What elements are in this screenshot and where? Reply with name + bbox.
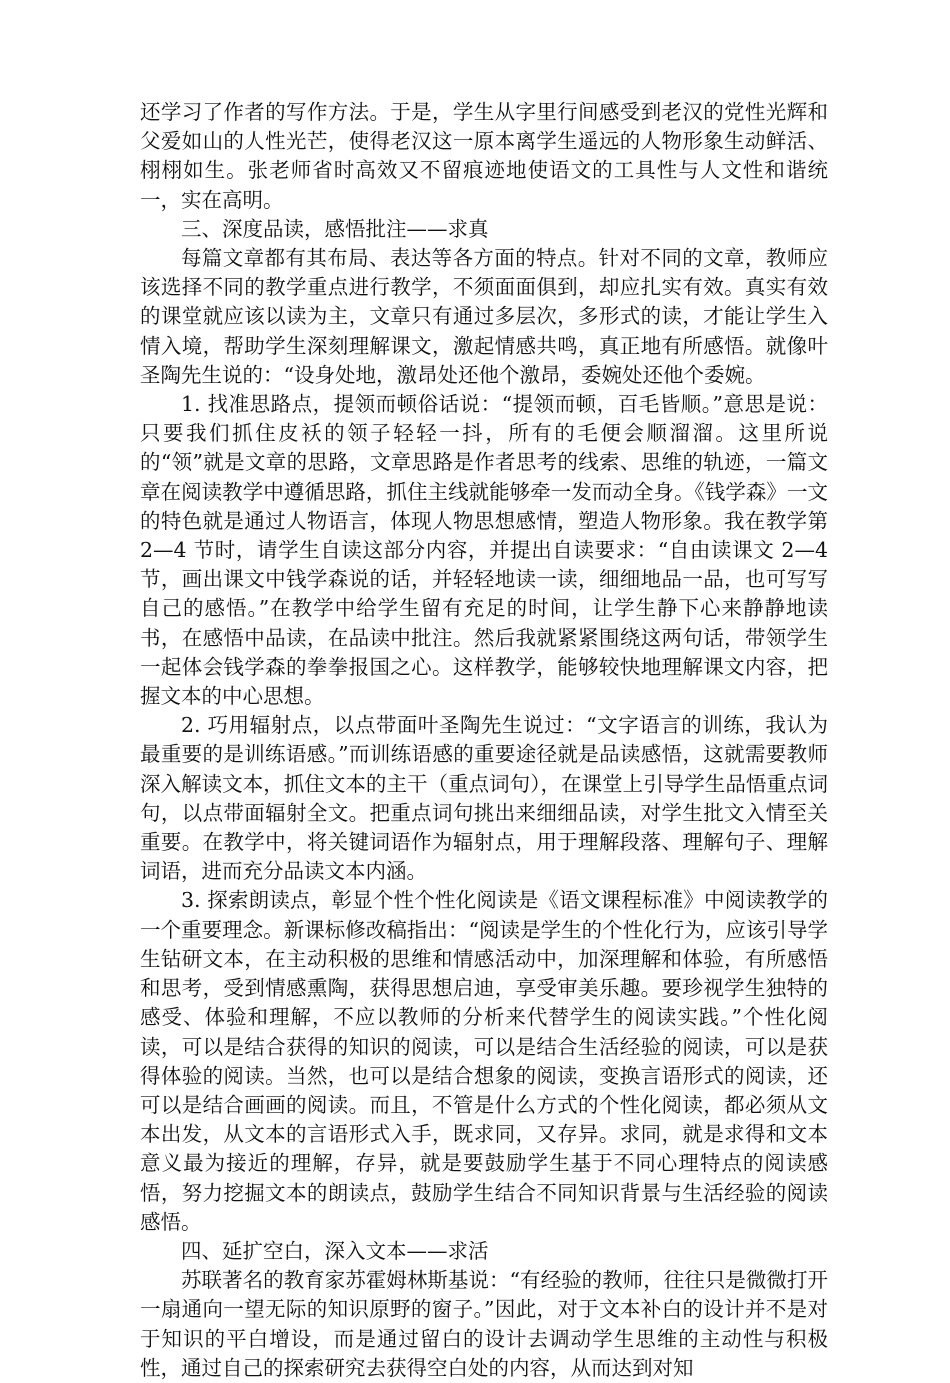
paragraph-body: 苏联著名的教育家苏霍姆林斯基说：“有经验的教师，往往只是微微打开一扇通向一望无际的知识原野的窗子。”因此，对于文本补白的设计并不是对于知识的平白增设，而是通过留白的设计去调动学生思维的主动性与积极性，通过自己的探索研究去获得空白处的内容，从而达到对知 (140, 1268, 828, 1380)
document-page (140, 98, 828, 1383)
paragraph-point-3: 3. 探索朗读点，彰显个性个性化阅读是《语文课程标准》中阅读教学的一个重要理念。新课标修改稿指出：“阅读是学生的个性化行为，应该引导学生钻研文本，在主动积极的思维和情感活动中，加深理解和体验，有所感悟和思考，受到情感熏陶，获得思想启迪，享受审美乐趣。要珍视学生独特的感受、体验和理解，不应以教师的分析来代替学生的阅读实践。”个性化阅读，可以是结合获得的知识的阅读，可以是结合生活经验的阅读，可以是获得体验的阅读。当然，也可以是结合想象的阅读，变换言语形式的阅读，还可以是结合画画的阅读。而且，不管是什么方式的个性化阅读，都必须从文本出发，从文本的言语形式入手，既求同，又存异。求同，就是求得和文本意义最为接近的理解，存异，就是要鼓励学生基于不同心理特点的阅读感悟，努力挖掘文本的朗读点，鼓励学生结合不同知识背景与生活经验的阅读感悟。 (140, 888, 828, 1234)
section-heading-4: 四、延扩空白，深入文本——求活 (181, 1238, 489, 1263)
section-heading-3: 三、深度品读，感悟批注——求真 (181, 216, 489, 241)
paragraph-continuation: 还学习了作者的写作方法。于是，学生从字里行间感受到老汉的党性光辉和父爱如山的人性光芒，使得老汉这一原本离学生遥远的人物形象生动鲜活、栩栩如生。张老师省时高效又不留痕迹地使语文的工具性与人文性和谐统一，实在高明。 (140, 100, 828, 212)
paragraph-body: 每篇文章都有其布局、表达等各方面的特点。针对不同的文章，教师应该选择不同的教学重点进行教学，不须面面俱到，却应扎实有效。真实有效的课堂就应该以读为主，文章只有通过多层次，多形式的读，才能让学生入情入境，帮助学生深刻理解课文，激起情感共鸣，真正地有所感悟。就像叶圣陶先生说的：“设身处地，激昂处还他个激昂，委婉处还他个委婉。 (140, 246, 828, 387)
paragraph-point-1: 1. 找准思路点，提领而顿俗话说：“提领而顿，百毛皆顺。”意思是说：只要我们抓住皮袄的领子轻轻一抖，所有的毛便会顺溜溜。这里所说的“领”就是文章的思路，文章思路是作者思考的线索、思维的轨迹，一篇文章在阅读教学中遵循思路，抓住主线就能够牵一发而动全身。《钱学森》一文的特色就是通过人物语言，体现人物思想感情，塑造人物形象。我在教学第 2—4 节时，请学生自读这部分内容，并提出自读要求：“自由读课文 2—4 节，画出课文中钱学森说的话，并轻轻地读一读，细细地品一品，也可写写自己的感悟。”在教学中给学生留有充足的时间，让学生静下心来静静地读书，在感悟中品读，在品读中批注。然后我就紧紧围绕这两句话，带领学生一起体会钱学森的拳拳报国之心。这样教学，能够较快地理解课文内容，把握文本的中心思想。 (140, 392, 828, 709)
paragraph-point-2: 2. 巧用辐射点，以点带面叶圣陶先生说过：“文字语言的训练，我认为最重要的是训练语感。”而训练语感的重要途径就是品读感悟，这就需要教师深入解读文本，抓住文本的主干（重点词句），在课堂上引导学生品悟重点词句，以点带面辐射全文。把重点词句挑出来细细品读，对学生批文入情至关重要。在教学中，将关键词语作为辐射点，用于理解段落、理解句子、理解词语，进而充分品读文本内涵。 (140, 713, 828, 884)
